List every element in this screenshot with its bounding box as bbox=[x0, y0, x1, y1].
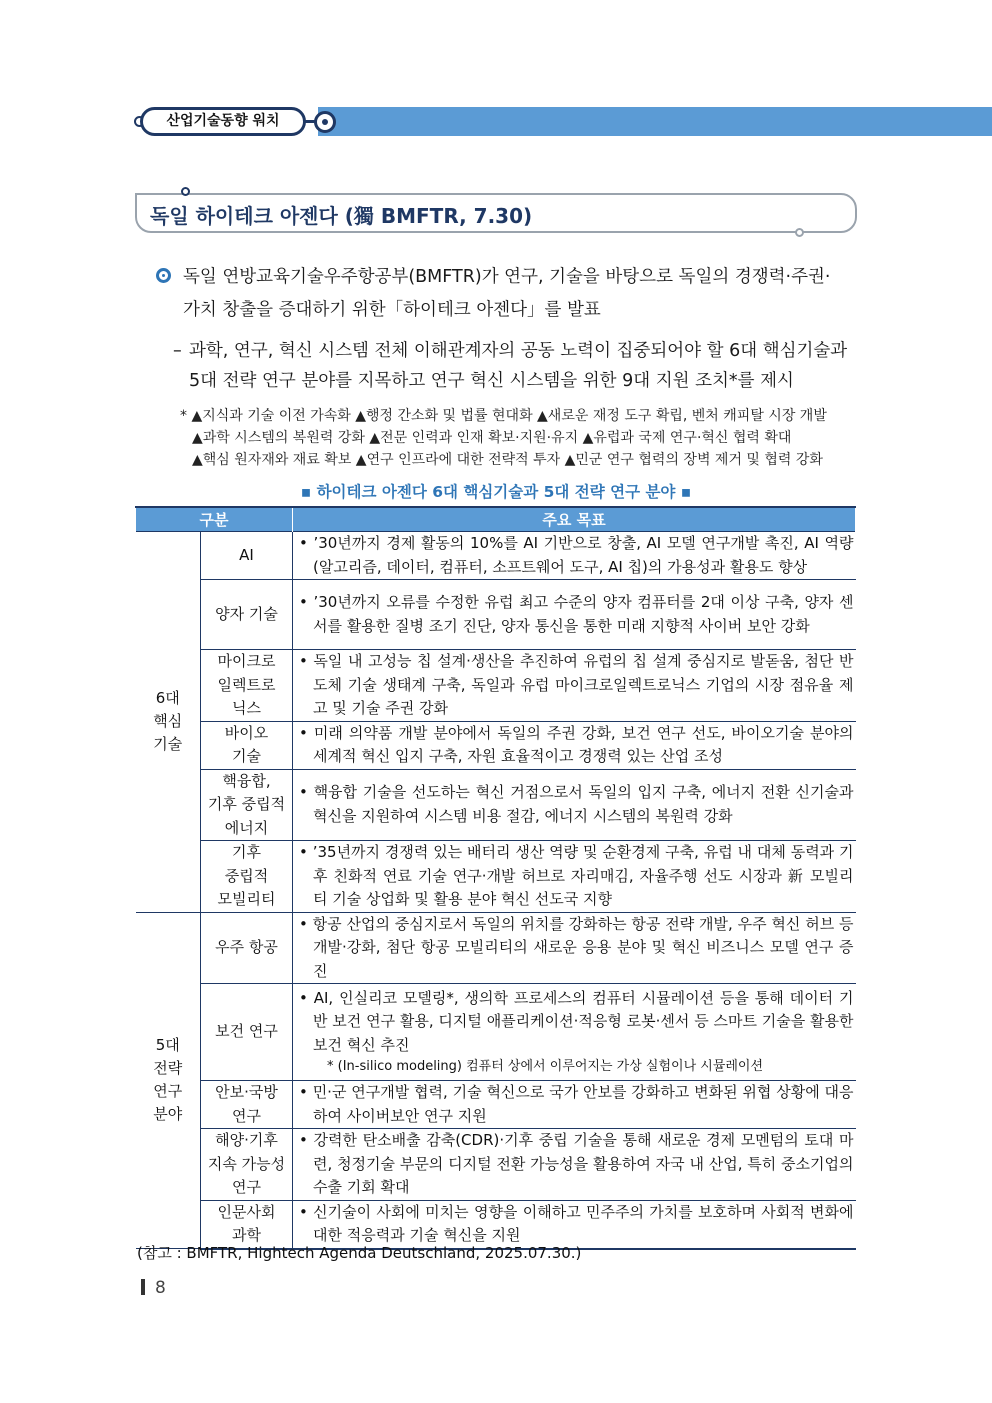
category-label-line: 우주 항공 bbox=[215, 938, 278, 956]
category-label-line: 마이크로 bbox=[217, 652, 276, 670]
goal-footnote: * (In-silico modeling) 컴퓨터 상에서 이루어지는 가상 실험이나 시뮬레이션 bbox=[327, 1059, 764, 1075]
table-row bbox=[136, 650, 856, 722]
section-title: 독일 하이테크 아젠다 (獨 BMFTR, 7.30) bbox=[150, 204, 533, 228]
section-frame-dot-bottom bbox=[795, 228, 804, 237]
category-label-line: 일렉트로 bbox=[217, 675, 276, 694]
category-label-line: 안보·국방 bbox=[215, 1083, 278, 1101]
group-label-line: 기술 bbox=[153, 735, 183, 754]
dash-bullet: – bbox=[173, 341, 182, 361]
footnote-line-2: ▲과학 시스템의 복원력 강화 ▲전문 인력과 인재 확보·지원·유지 ▲유럽과 국제 연구·혁신 협력 확대 bbox=[192, 430, 792, 446]
goal-cell bbox=[293, 532, 856, 580]
footnote-block bbox=[180, 405, 865, 471]
table-header-row bbox=[136, 507, 856, 532]
goal-cell bbox=[293, 580, 856, 650]
category-cell bbox=[201, 1129, 293, 1201]
goal-text: • AI, 인실리코 모델링*, 생의학 프로세스의 컴퓨터 시뮬레이션 등을 통해 데이터 기반 보건 연구 활용, 디지털 애플리케이션·적응형 로봇·센서 등 스마트 기술을 활용한 보건 혁신 추진 bbox=[299, 988, 854, 1054]
footnote-line-3: ▲핵심 원자재와 재료 확보 ▲연구 인프라에 대한 전략적 투자 ▲민군 연구 협력의 장벽 제거 및 협력 강화 bbox=[192, 452, 823, 468]
category-label-line: 연구 bbox=[232, 1178, 261, 1196]
goal-text: • 핵융합 기술을 선도하는 혁신 거점으로서 독일의 입지 구축, 에너지 전환 신기술과 혁신을 지원하여 시스템 비용 절감, 에너지 시스템의 복원력 강화 bbox=[299, 783, 854, 825]
category-cell bbox=[201, 984, 293, 1081]
goal-cell bbox=[293, 984, 856, 1081]
group-label-line: 전략 bbox=[153, 1059, 183, 1078]
table-row bbox=[136, 841, 856, 913]
table-row bbox=[136, 1129, 856, 1201]
goal-text: • ’35년까지 경쟁력 있는 배터리 생산 역량 및 순환경제 구축, 유럽 내 대체 동력과 기후 친화적 연료 기술 연구·개발 허브로 자리매김, 자율주행 선도 시장과 新 모빌리티 기술 상업화 및 활용 분야 혁신 선도국 지향 bbox=[299, 843, 854, 908]
goal-text: • 신기술이 사회에 미치는 영향을 이해하고 민주주의 가치를 보호하며 사회적 변화에 대한 적응력과 기술 혁신을 지원 bbox=[299, 1202, 854, 1244]
table-row bbox=[136, 769, 856, 841]
sub-paragraph-line-1: 과학, 연구, 혁신 시스템 전체 이해관계자의 공동 노력이 집중되어야 할 6대 핵심기술과 bbox=[189, 341, 848, 361]
group-label-line: 분야 bbox=[153, 1105, 183, 1124]
table-row bbox=[136, 912, 856, 984]
table-row bbox=[136, 721, 856, 769]
category-label-line: 중립적 bbox=[224, 866, 269, 885]
sub-paragraph-line-2: 5대 전략 연구 분야를 지목하고 연구 혁신 시스템을 위한 9대 지원 조치*를 제시 bbox=[189, 371, 794, 391]
category-label-line: 기후 bbox=[232, 843, 261, 861]
goal-cell bbox=[293, 769, 856, 841]
header-dot-right bbox=[314, 111, 336, 133]
goal-text: • ’30년까지 오류를 수정한 유럽 최고 수준의 양자 컴퓨터를 2대 이상 구축, 양자 센서를 활용한 질병 조기 진단, 양자 통신을 통한 미래 지향적 사이버 보안 강화 bbox=[299, 593, 854, 635]
goal-cell bbox=[293, 650, 856, 722]
goal-text: • 민·군 연구개발 협력, 기술 혁신으로 국가 안보를 강화하고 변화된 위협 상황에 대응하여 사이버보안 연구 지원 bbox=[299, 1083, 854, 1125]
goal-text: • 미래 의약품 개발 분야에서 독일의 주권 강화, 보건 연구 선도, 바이오기술 분야의 세계적 혁신 입지 구축, 자원 효율적이고 경쟁력 있는 산업 조성 bbox=[299, 723, 854, 765]
goal-cell bbox=[293, 841, 856, 913]
main-paragraph bbox=[183, 261, 863, 327]
section-frame-dot-top bbox=[181, 187, 190, 196]
goal-text: • ’30년까지 경제 활동의 10%를 AI 기반으로 창출, AI 모델 연구개발 촉진, AI 역량(알고리즘, 데이터, 컴퓨터, 소프트웨어 도구, AI 칩)의 가용성과 활용도 향상 bbox=[299, 534, 854, 576]
category-label-line: 과학 bbox=[232, 1226, 261, 1244]
goal-cell bbox=[293, 721, 856, 769]
page-marker-bar bbox=[141, 1279, 145, 1295]
group-label-line: 6대 bbox=[155, 689, 180, 708]
circle-bullet-icon bbox=[156, 268, 171, 283]
category-cell bbox=[201, 650, 293, 722]
category-label-line: 닉스 bbox=[232, 699, 261, 717]
category-label-line: 에너지 bbox=[224, 818, 269, 837]
goal-text: • 강력한 탄소배출 감축(CDR)·기후 중립 기술을 통해 새로운 경제 모멘텀의 토대 마련, 청정기술 부문의 디지털 전환 가능성을 활용하여 자국 내 산업, 특히 중소기업의 수출 기회 확대 bbox=[299, 1131, 854, 1196]
goal-cell bbox=[293, 1081, 856, 1129]
goal-text: • 독일 내 고성능 칩 설계·생산을 추진하여 유럽의 칩 설계 중심지로 발돋움, 첨단 반도체 기술 생태계 구축, 독일과 유럽 마이크로일렉트로닉스 기업의 시장 점유율 제고 및 기술 주권 강화 bbox=[299, 652, 854, 717]
goal-text: • 항공 산업의 중심지로서 독일의 위치를 강화하는 항공 전략 개발, 우주 혁신 허브 등 개발·강화, 첨단 항공 모빌리티의 새로운 응용 분야 및 혁신 비즈니스 모델 연구 증진 bbox=[299, 914, 854, 980]
header-label: 산업기술동향 워치 bbox=[140, 107, 306, 136]
table-title: ▪ 하이테크 아젠다 6대 핵심기술과 5대 전략 연구 분야 ▪ bbox=[300, 483, 692, 501]
table-row bbox=[136, 532, 856, 580]
page-number-text: 8 bbox=[155, 1278, 166, 1298]
category-label-line: 해양·기후 bbox=[215, 1131, 278, 1149]
main-paragraph-line-2: 가치 창출을 증대하기 위한「하이테크 아젠다」를 발표 bbox=[183, 300, 601, 320]
category-label-line: 핵융합, bbox=[222, 771, 271, 790]
category-cell bbox=[201, 580, 293, 650]
table-row bbox=[136, 984, 856, 1081]
category-cell bbox=[201, 721, 293, 769]
group-label-line: 연구 bbox=[153, 1082, 183, 1101]
header-band bbox=[318, 107, 992, 136]
table-row bbox=[136, 580, 856, 650]
category-label-line: 연구 bbox=[232, 1106, 261, 1125]
category-label-line: 양자 기술 bbox=[215, 604, 278, 623]
category-label-line: 모빌리티 bbox=[217, 890, 276, 908]
goal-cell bbox=[293, 1129, 856, 1201]
category-label-line: AI bbox=[239, 545, 254, 564]
page-number bbox=[141, 1278, 166, 1298]
category-label-line: 바이오 bbox=[224, 723, 269, 742]
category-cell bbox=[201, 912, 293, 984]
category-cell bbox=[201, 1081, 293, 1129]
source-citation: (참고 : BMFTR, Hightech Agenda Deutschland, 2025.07.30.) bbox=[137, 1244, 582, 1262]
category-cell bbox=[201, 841, 293, 913]
group-strategic-research bbox=[136, 912, 201, 1249]
goal-cell bbox=[293, 912, 856, 984]
header-category: 구분 bbox=[136, 507, 293, 532]
footnote-line-1: * ▲지식과 기술 이전 가속화 ▲행정 간소화 및 법률 현대화 ▲새로운 재정 도구 확립, 벤처 캐피탈 시장 개발 bbox=[180, 408, 827, 424]
group-label-line: 5대 bbox=[155, 1036, 180, 1055]
category-label-line: 인문사회 bbox=[217, 1202, 276, 1221]
category-cell bbox=[201, 769, 293, 841]
agenda-table bbox=[135, 506, 856, 1250]
table-row bbox=[136, 1081, 856, 1129]
sub-paragraph bbox=[173, 336, 863, 396]
main-paragraph-line-1: 독일 연방교육기술우주항공부(BMFTR)가 연구, 기술을 바탕으로 독일의 경쟁력·주권· bbox=[183, 267, 831, 287]
category-label-line: 기후 중립적 bbox=[207, 795, 286, 813]
group-core-tech bbox=[136, 532, 201, 913]
header-goal: 주요 목표 bbox=[293, 507, 856, 532]
category-label-line: 기술 bbox=[232, 747, 261, 765]
group-label-line: 핵심 bbox=[153, 712, 183, 731]
category-cell bbox=[201, 532, 293, 580]
category-label-line: 보건 연구 bbox=[215, 1022, 278, 1041]
category-label-line: 지속 가능성 bbox=[207, 1154, 286, 1173]
